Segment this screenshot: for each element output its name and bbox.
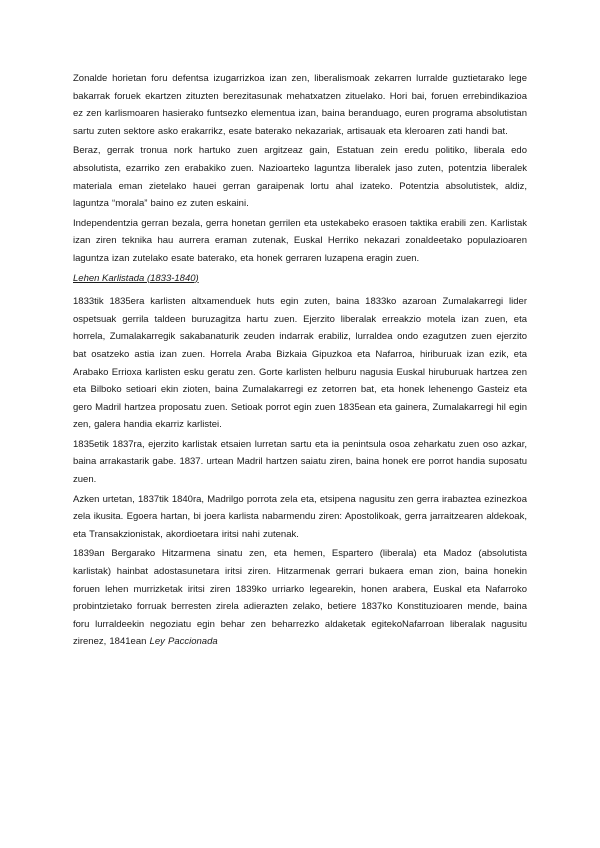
paragraph-bergara-text: 1839an Bergarako Hitzarmena sinatu zen, eta hemen, Espartero (liberala) eta Madoz (absolutista karlistak) hainbat adostasunetara iritsi ziren. Hitzarmenak gerrari bukaera eman zion, baina honekin foruen lehen murrizketak iritsi ziren 1839ko urriarko legearekin, honen arabera, Euskal eta Nafarroko probintzietako forruak berresten zirela adierazten zelako, betiere 1837ko Konstituzioaren mende, baina foru lurraldeekin negoziatu egin behar zen beharrezko aldaketak egitekoNafarroan liberalak nagusitu zirenez, 1841ean [73, 548, 527, 648]
paragraph-1833-1835: 1833tik 1835era karlisten altxamenduek huts egin zuten, baina 1833ko azaroan Zumalakarregi lider ospetsuak gerrila taldeen buruzagitza hartu zuen. Ejerzito liberalak erreakzio motela izan zuen, eta horrela, Zumalakarregik sakabanaturik zeuden indarrak erabiliz, lurraldea ondo ezagutzen zuen ejerzito bat osatzeko astia izan zuen. Horrela Araba Bizkaia Gipuzkoa eta Nafarroa, hiriburuak izan ezik, eta Arabako Errioxa karlisten esku geratu zen. Gorte karlisten helburu nagusia Euskal hiruburuak hartzea zen eta Bilboko setioari ekin zioten, baina Zumalakarregi ez zetorren bat, eta honek lehenengo Gasteiz eta gero Madril hartzea proposatu zuen. Setioak porrot egin zuen 1835ean eta gainera, Zumalakarregi hil egin zen, galera handia ekarriz karlistei. [73, 296, 527, 431]
paragraph-political-model: Beraz, gerrak tronua nork hartuko zuen argitzeaz gain, Estatuan zein eredu politiko, liberala edo absolutista, ezarriko zen erabakiko zuen. Nazioarteko laguntza liberalek jaso zuten, potentzia liberalek materiala eman zietelako hauei gerran garaipenak lortu ahal izateko. Potentzia absolutistek, aldiz, laguntza “morala” baino ez zuten eskaini. [73, 145, 527, 210]
paragraph-1837-1840: Azken urtetan, 1837tik 1840ra, Madrilgo porrota zela eta, etsipena nagusitu zen gerra irabaztea ezinezkoa zela ikusita. Egoera hartan, bi joera karlista nabarmendu ziren: Apostolikoak, gerra jarraitzearen aldekoak, eta Transakzionistak, akordioetara iritsi nahi zutenak. [73, 493, 527, 540]
paragraph-foru-defense: Zonalde horietan foru defentsa izugarrizkoa izan zen, liberalismoak zekarren lurralde guztietarako lege bakarrak foruek ekartzen zituzten berezitasunak mehatxatzen zituelako. Hori bai, foruen errebindikazioa ez zen karlismoaren hasierako funtsezko elementua izan, baina beranduago, euren programa absolutistan sartu zuten sektore asko erakarrikz, esate baterako nekazariak, artisauak eta kleroaren zati handi bat. [73, 73, 527, 137]
section-heading: Lehen Karlistada (1833-1840) [73, 272, 199, 284]
paragraph-guerrilla-tactics: Independentzia gerran bezala, gerra honetan gerrilen eta ustekabeko erasoen taktika erabili zen. Karlistak izan ziren teknika hau aurrera eraman zutenak, Euskal Herriko nekazari zonaldeetako populazioaren laguntza izan zutelako esate baterako, eta honek gerraren luzapena eragin zuen. [73, 217, 527, 264]
paragraph-bergara-agreement [73, 545, 527, 651]
ley-paccionada-text: Ley Paccionada [149, 636, 218, 648]
paragraph-1835-1837: 1835etik 1837ra, ejerzito karlistak etsaien lurretan sartu eta ia penintsula osoa zeharkatu zuen oso azkar, baina arrakastarik gabe. 1837. urtean Madril hartzen saiatu ziren, baina honek ere porrot handia suposatu zuen. [73, 438, 527, 486]
